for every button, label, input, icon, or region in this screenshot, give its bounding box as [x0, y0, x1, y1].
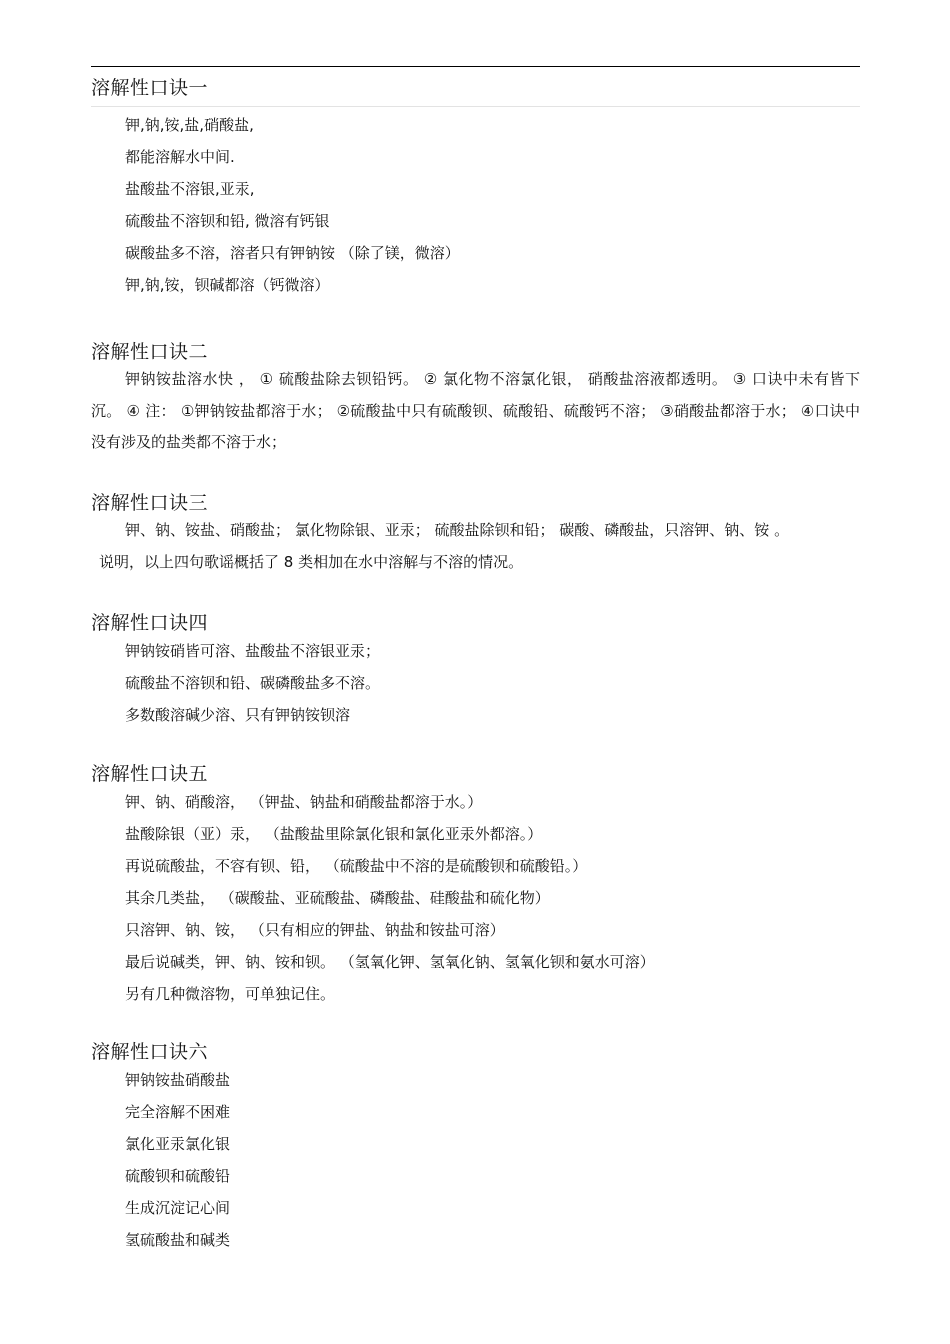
verse-line: 氢硫酸盐和碱类 [125, 1231, 231, 1249]
section-title: 溶解性口诀五 [91, 763, 209, 785]
section-1 [91, 76, 860, 301]
header-rule [91, 66, 860, 67]
section-paragraph: 钾钠铵盐溶水快 ， ① 硫酸盐除去钡铅钙。 ② 氯化物不溶氯化银， 硝酸盐溶液都透明。 ③ 口诀中未有皆下沉。 ④ 注： ①钾钠铵盐都溶于水； ②硫酸盐中只有硫酸钡、硫酸铅、硫酸钙不溶； ③硝酸盐都溶于水； ④口诀中没有涉及的盐类都不溶于水； [91, 370, 860, 451]
verse-lines [91, 1064, 860, 1256]
verse-line: 多数酸溶碱少溶、只有钾钠铵钡溶 [125, 706, 351, 724]
verse-line: 硫酸钡和硫酸铅 [125, 1167, 231, 1185]
section-title: 溶解性口诀四 [91, 612, 209, 634]
section-title: 溶解性口诀二 [91, 341, 209, 363]
title-rule [91, 106, 860, 107]
section-5 [91, 762, 860, 1010]
section-title: 溶解性口诀三 [91, 492, 209, 514]
verse-line: 硫酸盐不溶钡和铅, 微溶有钙银 [125, 212, 330, 230]
verse-line: 其余几类盐， （碳酸盐、亚硫酸盐、磷酸盐、硅酸盐和硫化物） [125, 889, 550, 907]
section-title: 溶解性口诀六 [91, 1041, 209, 1063]
verse-line: 生成沉淀记心间 [125, 1199, 231, 1217]
verse-lines [91, 786, 860, 1010]
section-4 [91, 611, 860, 731]
section-3 [91, 491, 860, 578]
verse-line: 钾钠铵盐硝酸盐 [125, 1071, 231, 1089]
verse-line: 钾、钠、硝酸溶， （钾盐、钠盐和硝酸盐都溶于水。） [125, 793, 483, 811]
verse-line: 盐酸除银（亚）汞， （盐酸盐里除氯化银和氯化亚汞外都溶。） [125, 825, 543, 843]
verse-line: 氯化亚汞氯化银 [125, 1135, 231, 1153]
verse-line: 再说硫酸盐，不容有钡、铅， （硫酸盐中不溶的是硫酸钡和硫酸铅。） [125, 857, 588, 875]
section-note: 说明，以上四句歌谣概括了 8 类相加在水中溶解与不溶的情况。 [99, 552, 524, 571]
verse-line: 钾钠铵硝皆可溶、盐酸盐不溶银亚汞； [125, 642, 381, 660]
verse-line: 都能溶解水中间. [125, 148, 235, 166]
section-title: 溶解性口诀一 [91, 77, 209, 99]
verse-line: 碳酸盐多不溶，溶者只有钾钠铵 （除了镁，微溶） [125, 244, 460, 262]
section-6 [91, 1040, 860, 1256]
section-paragraph: 钾、钠、铵盐、硝酸盐； 氯化物除银、亚汞； 硫酸盐除钡和铅； 碳酸、磷酸盐，只溶钾、钠、铵 。 [125, 521, 790, 539]
verse-lines [91, 109, 860, 301]
verse-line: 另有几种微溶物，可单独记住。 [125, 985, 336, 1003]
verse-line: 钾,钠,铵，钡碱都溶（钙微溶） [125, 276, 330, 294]
verse-line: 完全溶解不困难 [125, 1103, 231, 1121]
verse-line: 硫酸盐不溶钡和铅、碳磷酸盐多不溶。 [125, 674, 381, 692]
section-2 [91, 340, 860, 459]
verse-line: 盐酸盐不溶银,亚汞, [125, 180, 255, 198]
document-page [91, 66, 860, 1249]
verse-line: 只溶钾、钠、铵， （只有相应的钾盐、钠盐和铵盐可溶） [125, 921, 505, 939]
verse-lines [91, 635, 860, 731]
verse-line: 最后说碱类，钾、钠、铵和钡。 （氢氧化钾、氢氧化钠、氢氧化钡和氨水可溶） [125, 953, 655, 971]
verse-line: 钾,钠,铵,盐,硝酸盐, [125, 116, 254, 134]
